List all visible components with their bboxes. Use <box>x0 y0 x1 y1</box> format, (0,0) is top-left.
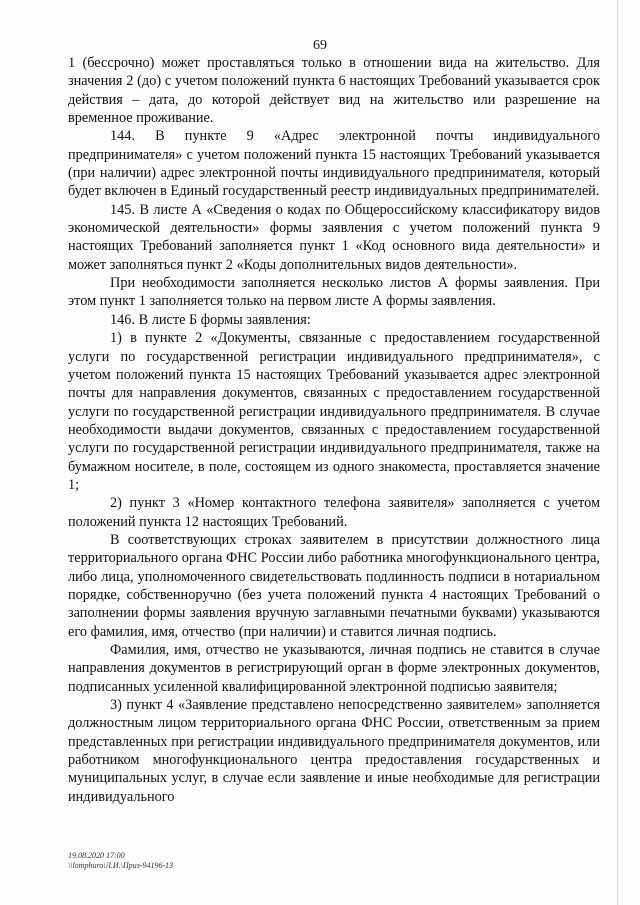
paragraph-146: 146. В листе Б формы заявления: <box>110 311 311 328</box>
paragraph-1: 1 (бессрочно) может проставляться только в отношении вида на жительство. Для значения 2 (до) с учетом положений пункта 6 настоящих Требований указывается срок действия – дата, до которой действует вид на жительство или разрешение на временное проживание. <box>68 55 600 127</box>
paragraph-146-item-2: 2) пункт 3 «Номер контактного телефона заявителя» заполняется с учетом положений пункта 12 настоящих Требований. <box>68 495 600 530</box>
footer-file-path: \\lomphuro\Л.И.\Приз-94196-13 <box>68 861 174 870</box>
paragraph-146-item-3: 3) пункт 4 «Заявление представлено непосредственно заявителем» заполняется должностным лицом территориального органа ФНС России, ответственным за прием представленных при регистрации индивидуального предпринимателя документов, или работником многофункционального центра предоставления государственных и муниципальных услуг, в случае если заявление и иные необходимые для регистрации индивидуального <box>68 697 600 805</box>
paragraph-146-item-1: 1) в пункте 2 «Документы, связанные с предоставлением государственной услуги по государственной регистрации индивидуального предпринимателя», с учетом положений пункта 15 настоящих Требований указывается адрес электронной почты для направления документов, связанных с предоставлением государственной услуги по государственной регистрации индивидуального предпринимателя. В случае необходимости выдачи документов, связанных с предоставлением государственной услуги по государственной регистрации индивидуального предпринимателя, также на бумажном носителе, в поле, состоящем из одного знакоместа, проставляется значение 1; <box>68 330 600 493</box>
paragraph-145: 145. В листе А «Сведения о кодах по Общероссийскому классификатору видов экономической деятельности» формы заявления с учетом положений пункта 9 настоящих Требований заполняется пункт 1 «Код основного вида деятельности» и может заполняться пункт 2 «Коды дополнительных видов деятельности». <box>68 201 600 273</box>
paragraph-144: 144. В пункте 9 «Адрес электронной почты индивидуального предпринимателя» с учетом положений пункта 15 настоящих Требований указывается (при наличии) адрес электронной почты индивидуального предпринимателя, который будет включен в Единый государственный реестр индивидуальных предпринимателей. <box>68 128 600 200</box>
paragraph-signature-exception: Фамилия, имя, отчество не указываются, личная подпись не ставится в случае направления документов в регистрирующий орган в форме электронных документов, подписанных усиленной квалифицированной электронной подписью заявителя; <box>68 642 600 695</box>
scan-edge <box>617 0 618 905</box>
page-number: 69 <box>313 38 327 53</box>
paragraph-signature-rules: В соответствующих строках заявителем в присутствии должностного лица территориального органа ФНС России либо работника многофункционального центра, либо лица, уполномоченного свидетельствовать подлинность подписи в нотариальном порядке, собственноручно (без учета положений пункта 4 настоящих Требований о заполнении формы заявления вручную заглавными печатными буквами) указываются его фамилия, имя, отчество (при наличии) и ставится личная подпись. <box>68 531 600 640</box>
document-body <box>68 54 600 806</box>
footer-timestamp: 19.08.2020 17:00 <box>68 851 125 860</box>
document-footer <box>68 851 173 871</box>
paragraph-sheet-a-note: При необходимости заполняется несколько листов А формы заявления. При этом пункт 1 заполняется только на первом листе А формы заявления. <box>68 275 600 310</box>
